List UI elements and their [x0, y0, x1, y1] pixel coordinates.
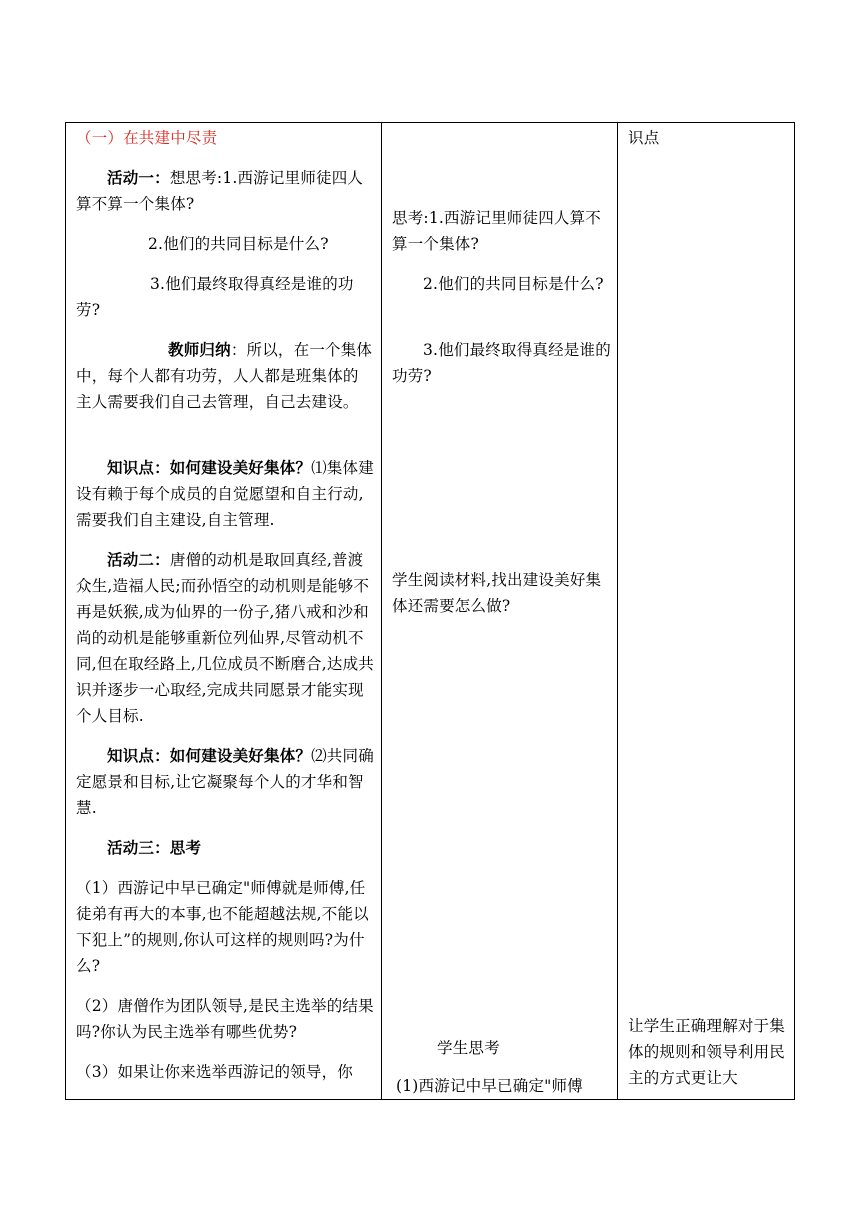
- section-title: （一）在共建中尽责: [76, 129, 218, 147]
- student-think-question: (1)西游记中早已确定"师傅: [396, 1077, 583, 1095]
- activity-one: [76, 165, 374, 217]
- teacher-summary-text: ：所以，在一个集体中，每个人都有功劳，人人都是班集体的主人需要我们自己去管理，自己去建设。: [76, 341, 373, 411]
- knowledge-point-two: [76, 743, 374, 821]
- activity-three-label: 活动三：思考: [107, 838, 202, 857]
- activity-two-label: 活动二：: [107, 550, 170, 569]
- purpose-bottom-text: 让学生正确理解对于集体的规则和领导利用民主的方式更让大: [628, 1017, 786, 1087]
- activity-one-text: 想思考:1.西游记里师徒四人算不算一个集体?: [76, 169, 364, 213]
- activity-two-text: 唐僧的动机是取回真经,普渡众生,造福人民;而孙悟空的动机则是能够不再是妖猴,成为仙界的一份子,猪八戒和沙和尚的动机是能够重新位列仙界,尽管动机不同,但在取经路上,几位成员不断磨合,达成共识并逐步一心取经,完成共同愿景才能实现个人目标.: [76, 551, 374, 725]
- student-think-three: 3.他们最终取得真经是谁的功劳?: [392, 341, 611, 385]
- knowledge-point-one-label: 知识点：如何建设美好集体？: [107, 458, 312, 477]
- think-question-two: （2）唐僧作为团队领导,是民主选举的结果吗?你认为民主选举有哪些优势?: [76, 997, 374, 1041]
- student-column: [382, 123, 618, 1099]
- activity-column: [66, 123, 382, 1099]
- lesson-table: [65, 122, 795, 1100]
- student-think-two: 2.他们的共同目标是什么?: [423, 275, 604, 293]
- activity-one-label: 活动一：: [107, 168, 170, 187]
- student-think-label: 学生思考: [437, 1039, 500, 1057]
- knowledge-point-one-text: ⑴集体建设有赖于每个成员的自觉愿望和自主行动,需要我们自主建设,自主管理.: [76, 459, 374, 529]
- knowledge-point-two-label: 知识点：如何建设美好集体？: [107, 746, 312, 765]
- purpose-top-text: 识点: [628, 129, 660, 147]
- purpose-column: [618, 123, 794, 1099]
- student-think-one: 思考:1.西游记里师徒四人算不算一个集体?: [392, 209, 602, 253]
- question-two: 2.他们的共同目标是什么?: [148, 235, 329, 253]
- think-question-three: （3）如果让你来选举西游记的领导，你: [76, 1063, 353, 1081]
- knowledge-point-one: [76, 455, 374, 533]
- student-reading-task: 学生阅读材料,找出建设美好集体还需要怎么做?: [392, 571, 602, 615]
- activity-two: [76, 547, 374, 729]
- question-three: 3.他们最终取得真经是谁的功劳?: [76, 275, 354, 319]
- think-question-one: （1）西游记中早已确定"师傅就是师傅,任徒弟有再大的本事,也不能超越法规,不能以下犯上”的规则,你认可这样的规则吗?为什么?: [76, 879, 369, 975]
- knowledge-point-two-text: ⑵共同确定愿景和目标,让它凝聚每个人的才华和智慧.: [76, 747, 374, 817]
- teacher-summary-label: 教师归纳: [168, 340, 231, 359]
- teacher-summary: [76, 337, 374, 415]
